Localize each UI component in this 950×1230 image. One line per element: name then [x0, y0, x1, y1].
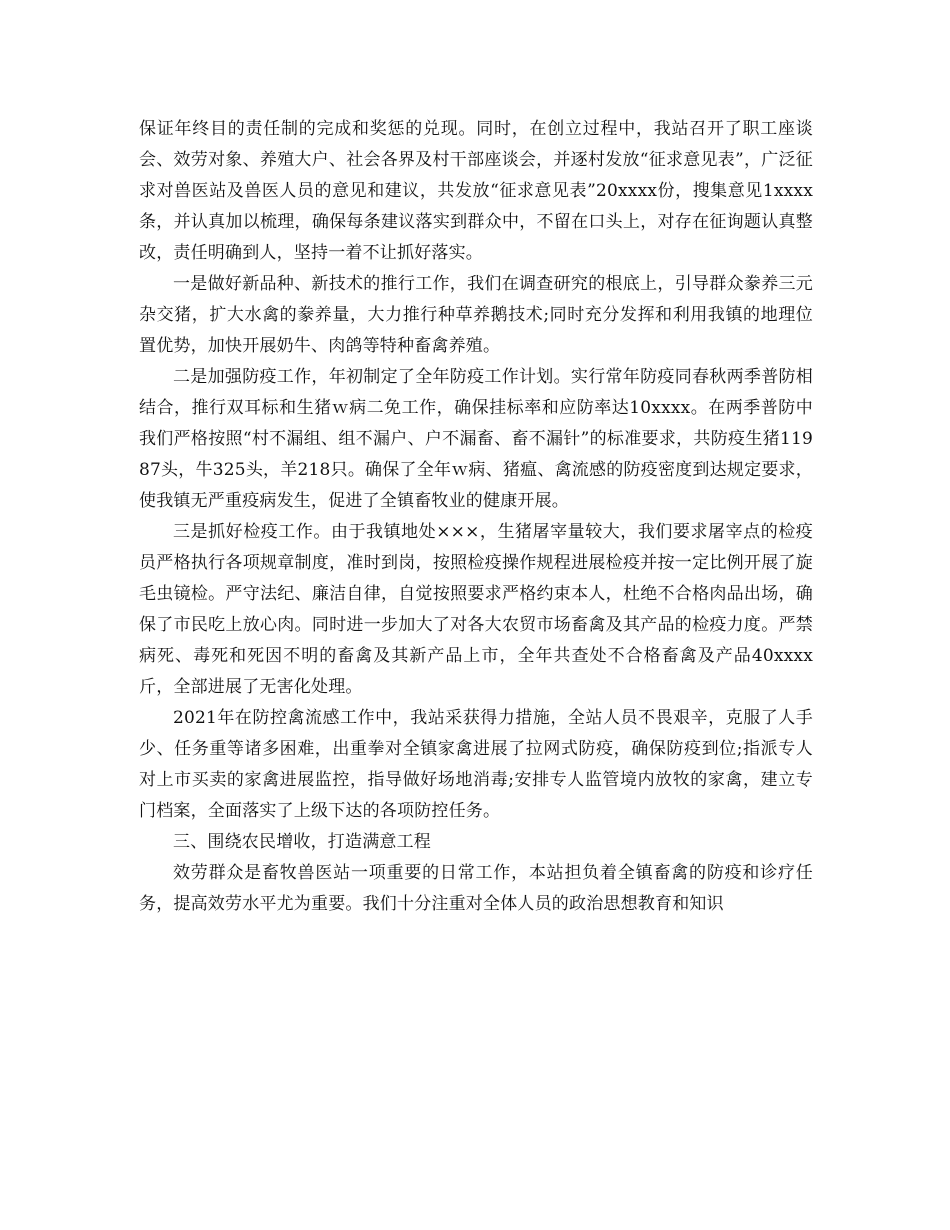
- section-heading-farmer-income: 三、围绕农民增收，打造满意工程: [173, 832, 431, 852]
- paragraph-responsibility: 保证年终目的责任制的完成和奖惩的兑现。同时，在创立过程中，我站召开了职工座谈会、效劳对象、养殖大户、社会各界及村干部座谈会，并逐村发放“征求意见表”，广泛征求对兽医站及兽医人员的意见和建议，共发放“征求意见表”20xxxx份，搜集意见1xxxx条，并认真加以梳理，确保每条建议落实到群众中，不留在口头上，对存在征询题认真整改，责任明确到人，坚持一着不让抓好落实。: [139, 119, 813, 263]
- paragraph-serving-public: 效劳群众是畜牧兽医站一项重要的日常工作，本站担负着全镇畜禽的防疫和诊疗任务，提高效劳水平尤为重要。我们十分注重对全体人员的政治思想教育和知识: [139, 863, 813, 914]
- paragraph-new-breeds: 一是做好新品种、新技术的推行工作，我们在调查研究的根底上，引导群众豢养三元杂交猪，扩大水禽的豢养量，大力推行种草养鹅技术;同时充分发挥和利用我镇的地理位置优势，加快开展奶牛、肉鸽等特种畜禽养殖。: [139, 274, 813, 356]
- paragraph-quarantine: 三是抓好检疫工作。由于我镇地处×××，生猪屠宰量较大，我们要求屠宰点的检疫员严格执行各项规章制度，准时到岗，按照检疫操作规程进展检疫并按一定比例开展了旋毛虫镜检。严守法纪、廉洁自律，自觉按照要求严格约束本人，杜绝不合格肉品出场，确保了市民吃上放心肉。同时进一步加大了对各大农贸市场畜禽及其产品的检疫力度。严禁病死、毒死和死因不明的畜禽及其新产品上市，全年共查处不合格畜禽及产品40xxxx斤，全部进展了无害化处理。: [139, 522, 813, 697]
- document-body: [139, 114, 813, 920]
- paragraph-epidemic-prevention: 二是加强防疫工作，年初制定了全年防疫工作计划。实行常年防疫同春秋两季普防相结合，推行双耳标和生猪ｗ病二免工作，确保挂标率和应防率达10xxxx。在两季普防中我们严格按照“村不漏组、组不漏户、户不漏畜、畜不漏针”的标准要求，共防疫生猪11987头，牛325头，羊218只。确保了全年ｗ病、猪瘟、禽流感的防疫密度到达规定要求，使我镇无严重疫病发生，促进了全镇畜牧业的健康开展。: [139, 367, 813, 511]
- paragraph-avian-flu: 2021年在防控禽流感工作中，我站采获得力措施，全站人员不畏艰辛，克服了人手少、任务重等诸多困难，出重拳对全镇家禽进展了拉网式防疫，确保防疫到位;指派专人对上市买卖的家禽进展监控，指导做好场地消毒;安排专人监管境内放牧的家禽，建立专门档案，全面落实了上级下达的各项防控任务。: [139, 708, 813, 821]
